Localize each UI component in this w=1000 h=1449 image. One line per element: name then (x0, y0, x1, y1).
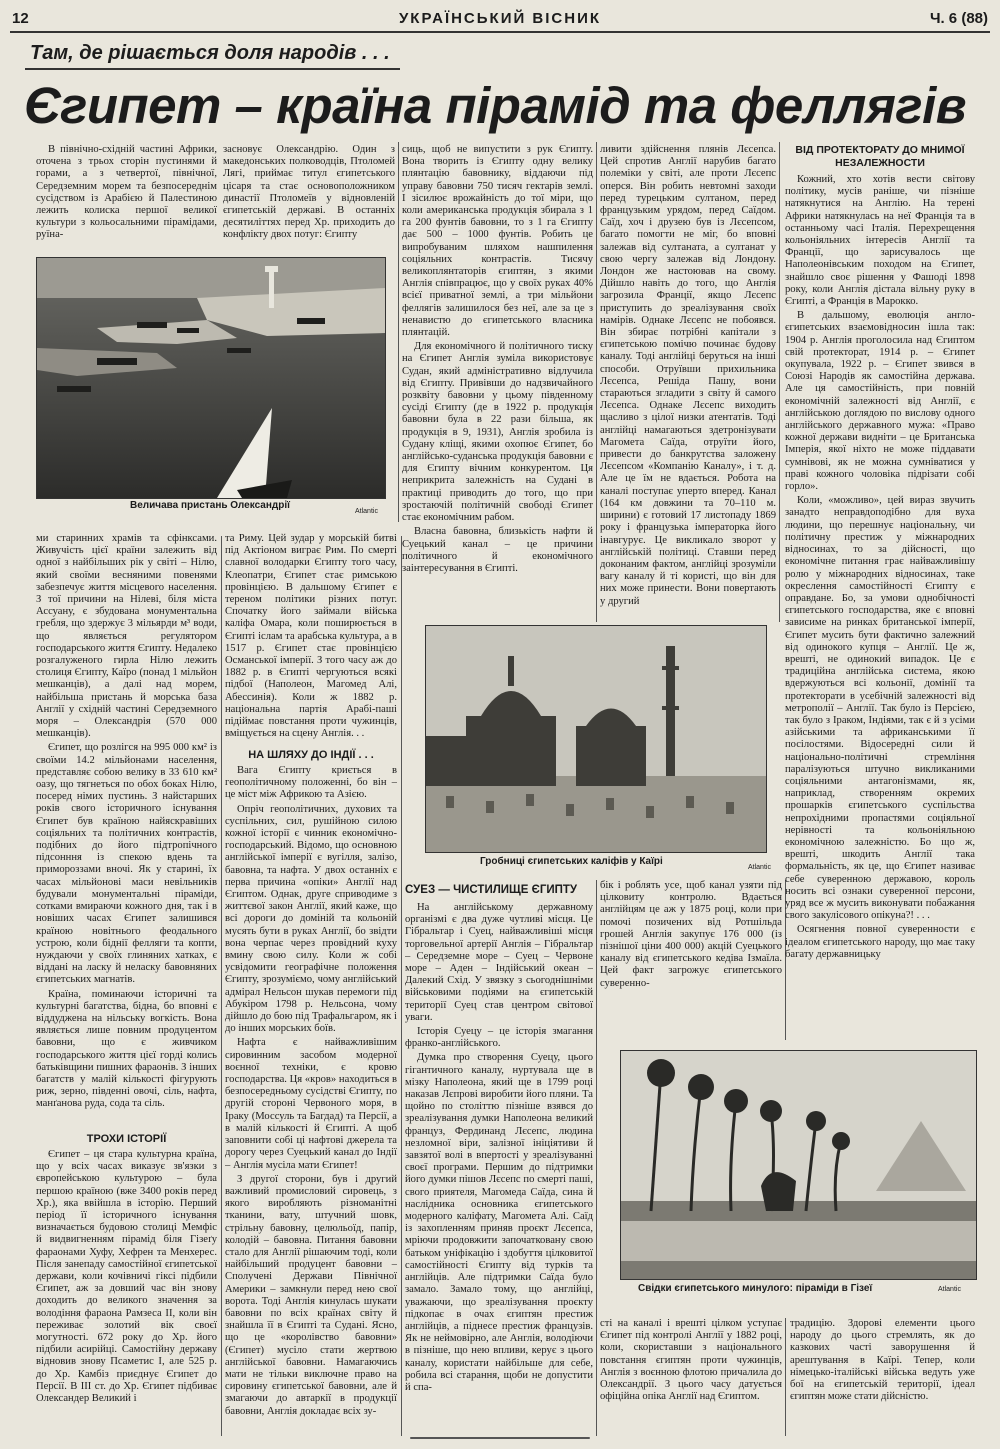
photo-cairo-tombs (425, 625, 767, 853)
issue-number: Ч. 6 (88) (929, 10, 988, 27)
article-column (600, 144, 776, 620)
kicker-rule (25, 68, 400, 70)
article-column (36, 144, 217, 252)
article-column (225, 533, 397, 747)
paragraph: традицію. Здорові елементи цього народу до цього стремлять, як до казкових часті заворушення й арештування в Каїрі. Тепер, коли німецько-італійські війська ведуть уже бої на єгипетській території, ідеал єгиптян може стати дійсністю. (790, 1318, 975, 1403)
paragraph: Осягнення повної суверенности є ідеалом єгипетського народу, що має таку багату державницьку (785, 924, 975, 960)
header-rule (10, 31, 990, 33)
giza-pyramids-image (621, 1051, 976, 1279)
page-number: 12 (12, 10, 29, 27)
section-subhead: НА ШЛЯХУ ДО ІНДІЇ . . . (248, 749, 374, 761)
paragraph: Країна, поминаючи історичні та культурні багатства, бідна, бо вповні є віддуджена на нільську вогкість. Вона являється лише повним продуцентом бавовни, що є живчиком господарського життя цієї горді колись батьківщини пишних фараонів. З інших багатств у малій кількості фігурують риж, зерно, південні овочі, сіль, нафта, манґанова руда, сода та сіль. (36, 988, 217, 1110)
section-subhead: СУЕЗ — ЧИСТИЛИЩЕ ЄГИПТУ (405, 884, 578, 896)
paragraph: Коли, «можливо», цей вираз звучить занадто неправдоподібно для вуха людини, що перешнує національну, чи політичну престиж у міжнародних відносинах, то за дійсності, що економічне питання грає найважливішу ролю у міжнародних відносинах, таке окреслення самостійності Єгипту є оправдане. Бо, за умови однобічності єгипетського господарства, яке є вповні зависиме на ринках британської імперії, Єгипет мусить бути фактично залежний від одинокого купця – Англії. Це ж, врешті, не одинокий випадок. Це є традиційна англійська система, якою вдержуються всі кольонії, домінії та протекторати в усебічній залежності від метрополії – Англії. Так було із Персією, так було з Іраком, Індіями, так є й з усіми азійськими та африканськими її посілостями. Відосередні сили й національно-політичні стремління паралізуються штучно викликаними соціяльними антагонізмами, як, наприклад, створенням окремих прошарків єгипетського суспільства непрохідними пропастями соціяльної нерівності та кольоніяльною економічною залежністю. Бо що ж, врешті, шкодить Англії така формальність, як це, що Єгипет називає себе суверенною державою, король носить всі ознаки суверенної персони, уряд все ж мусить виконувати побажання свого закулісового опікуна?! . . . (785, 495, 975, 922)
alexandria-harbor-image (37, 258, 385, 498)
headline: Єгипет – країна пірамід та феллягів (24, 77, 967, 134)
paragraph: В дальшому, еволюція англо-єгипетських взаємовідносин ішла так: 1904 р. Англія проголосила над Єгиптом свій протекторат, 1914 р. – Єгипет окупувала, 1922 р. – Єгипет звився в Союзі Народів як самостійна держава. Але ця самостійність, при повній економічній залежності від Англії, є англійською доглядою по вислову одного англійського державного мужа: «Право кожної держави видніти – це Британська Імперія, якої ніхто не може піддавати сумнівові, як не можна сумніватися у праві кожного чоловіка підрізати собі горло». (785, 310, 975, 493)
paragraph: та Риму. Цей зудар у морській битві під Актіоном виграє Рим. По смерті славної володарки Єгипту того часу, Клеопатри, Єгипет стає римською провінцією. В дальшому Єгипет є тереном політики різних потуг. Спочатку його займали війська каліфа Омара, коли поширюється в Єгипті іслам та арабська культура, а в 1517 р. Єгипет стає провінцією Османської імперії. З того часу аж до 1882 р. в Єгипті чергуються всякі підбої (Наполеон, Магомед Алі, Абессинія). Коли ж 1882 р. національна партія Арабі-паші підіймає повстання проти чужинців, вміщується на сцену Англія. . . (225, 533, 397, 740)
publication-title: УКРАЇНСЬКИЙ ВІСНИК (398, 10, 602, 27)
cairo-tombs-image (426, 626, 766, 852)
paragraph: бік і роблять усе, щоб канал узяти під цілковиту контролю. Вдається англійцям це аж у 1875 році, коли при помочі позичених від Ротшільда грошей Англія закупує 176 000 (із пізнішої ціни 400 000) акцій Суецького каналу від єгипетського кедіва Ізмаїла. Цей факт загрожує єгипетського суверенно- (600, 880, 782, 989)
column-rule (596, 142, 597, 622)
column-rule (779, 142, 780, 622)
article-column (402, 144, 593, 620)
paragraph: Вага Єгипту криється в геополітичному положенні, бо він – це міст між Африкою та Азією. (225, 765, 397, 801)
article-column (36, 533, 217, 1128)
paragraph: Історія Суецу – це історія змагання франко-англійського. (405, 1026, 593, 1050)
paragraph: ми старинних храмів та сфінксами. Живучість цієї країни залежить від одної з найбільших рік у світі – Нілю, який своїми весняними повенями забезпечує життя місцевого населення. З тої причини на Нілеві, біля міста Ассуану, є збудована монументальна гребля, що здержує 3 мільярди м³ води, що являється регулятором господарського життя Єгипту. Недалеко розгалуженого гирла Нілю лежить столиця Єгипту, Каїро (понад 1 мільйон мешканців), а далі над морем, найбільша пристань й морська база Англії у східній частині Середземного моря – Олександрія (570 000 мешканців). (36, 533, 217, 740)
paragraph: Власна бавовна, близькість нафти й Суецький канал – це причини політичного й економічного заінтересування в Єгипті. (402, 526, 593, 574)
paragraph: сті на каналі і врешті цілком уступає Єгипет під контролі Англії у 1882 році, коли, скориставши з національного повстання єгиптян проти чужинців, Англія з воєнною флотою причалила до Олександрії. З цього часу датується офіційна опіка Англії над Єгиптом. (600, 1318, 782, 1403)
photo-credit: Atlantic (748, 864, 771, 871)
article-column (405, 902, 593, 1439)
article-column (600, 1318, 782, 1439)
paragraph: В північно-східній частині Африки, оточена з трьох сторін пустинями й горами, а з четвертої, північної, Середземним морем та безпосереднім сусідством із Арабією й Палестиною лежить колиска першої великої культури з кольосальними пірамідами, руїна- (36, 144, 217, 241)
paragraph: На англійському державному організмі є два дуже чутливі місця. Це Гібральтар і Суец, найважливіші місця торговельної артерії Англія – Гібральтар – Середземне море – Суец – Червоне море – Аден – Індійський океан – Далекий Схід. У звязку з сьогоднішніми військовими подіями на єгипетській території Суец став центром світової уваги. (405, 902, 593, 1023)
article-column (223, 144, 395, 252)
paragraph: сиць, щоб не випустити з рук Єгипту. Вона творить із Єгипту одну велику плянтацію бавовнику, віддаючи під управу бавовни 750 тисяч гектарів землі. І зісилює врожайність до тої міри, що коли американська продукція збирала з 1 га 200 фунтів бавовни, то з 1 га Єгипту дає 500 – 1000 фунтів. Робить це випробуваним шляхом нашпилення соціяльних контрастів. Тисячу великоплянтаторів єгиптян, з якими Англія співпрацює, що у своїх руках 40% всієї приватної землі, а три мільйони феллягів залишилося без неї, але за це з ненавистю до єгипетського власника плянтацій. (402, 144, 593, 339)
photo-alexandria-harbor (36, 257, 386, 499)
photo-caption: Гробниці єгипетських каліфів у Каїрі (480, 856, 663, 867)
paragraph: Опріч геополітичних, духових та суспільних, сил, рушійною силою кожної історії є чинник економічно-господарський. Відомо, що основною англійської імперії є вугілля, залізо, бавовна, та нафта. У двох останніх є перва причина «опіки» Англії над Єгиптом. Однак, друге сприводиме з життєвої закон Англії, який каже, що всі дороги до доміній та кольоній мусять бути в руках Англії, бо звідти вона черпає через провідний куху вмину свою силу. Коли ж собі усвідомити географічне положення Єгипту, зрозуміємо, чому англійський адмірал Нельсон шукав перемоги під Абукіром 1798 р. Нельсона, чому дійшло до бою під Трафальгаром, як і до інших морських боїв. (225, 803, 397, 1035)
bottom-ornament (410, 1437, 590, 1439)
column-rule (398, 142, 399, 522)
photo-giza-pyramids (620, 1050, 977, 1280)
column-rule (785, 1318, 786, 1436)
paragraph: засновує Олександрію. Один з македонських полководців, Птоломей Лягі, приймає титул єгипетського цісаря та стає основоположником династії Птоломеїв у відновленій єгипетській державі. В останніх десятиліттях перед Хр. приходить до конфлікту двох потуг: Єгипту (223, 144, 395, 241)
article-column (600, 880, 782, 1032)
column-rule (401, 536, 402, 1436)
article-column (790, 1318, 975, 1439)
paragraph: Для економічного й політичного тиску на Єгипет Англія зуміла використовує Судан, який адміністративно відлучила від Єгипту. Привівши до надзвичайного розквіту бавовни у цьому південному сусіді Єгипту (де в 1922 р. продукція бавовни була в 22 рази більша, як продукція в 9, 1931), Англія зробила із Судану кліщі, якими охопює Єгипет, бо англійсько-суданська продукція бавовни є для Єгипту вічним конкурентом. Ця неприкрита залежність на Судані в практиці приводить до того, що при зростаючій політичній свободі Єгипет стає економічним рабом. (402, 341, 593, 524)
photo-caption: Величава пристань Олександрії (130, 500, 290, 511)
photo-caption: Свідки єгипетського минулого: піраміди в Гізеї (638, 1283, 873, 1294)
paragraph: Думка про створення Суецу, цього гігантичного каналу, нуртувала ще в мізку Наполеона, який ще в 1799 році наказав Лєпрові виробити його пляни. Та щойно по століттю пізніше взявся до зреалізування думки Наполеона великий француз, Фердинанд Лєсепс, людина незломної віри, залізної ініціятиви й завзятої волі в впертості у зреалізуванні своєї програми. Першим до підтримки його думки пішов Лєсепс по смерті паші, свого приятеля, Магомеда Саїда, сина й наслідника основника єгипетського модерного каліфату, Магомета Алі. Саїд із захопленням приняв проєкт Лєсепса, мріючи продовжити започатковану свою батьком уніфікацію і здобуття цілковитої самостійності Єгипту від турків та англійців. Але підтримки Саїда було замало. Замало тому, що англійці, уважаючи, що зреалізування проєкту підкопає в очах єгиптян престиж англійців, а піднесе престиж французів. Як не неймовірно, але Англія, володіючи в пізніше, що нею впливи, керує з цього каналу, користати найбільше для себе, робила всі старання, щоби не допустити й спа- (405, 1052, 593, 1393)
section-subhead: ВІД ПРОТЕКТОРАТУ ДО МНИМОЇ НЕЗАЛЕЖНОСТИ (795, 144, 965, 169)
column-rule (596, 880, 597, 1436)
photo-credit: Atlantic (938, 1286, 961, 1293)
article-column (785, 174, 975, 1042)
article-column (36, 1149, 217, 1439)
paragraph: З другої сторони, був і другий важливий промисловий сировець, з якого виробляють різноманітні тканини, вату, штучний шовк, стрільну бавовну, целюльоїд, папір, колодій – бавовна. Питання бавовни стало для Англії рішаючим тоді, коли найбільший продуцент бавовни – Сполучені Держави Північної Америки – замкнули перед нею свої ворота. Тоді Англія кинулась шукати бавовни по всіх країнах світу й знайшла її в Єгипті та Судані. Ясно, що це «королівство бавовни» (Єгипет) мусіло стати жертвою англійської бавовни. Намагаючись мати не тільки виключне право на сировину єгипетської бавовни, але й змагаючи до автаркії в продукції бавовни, Англія докладає всіх зу- (225, 1173, 397, 1417)
paragraph: Кожний, хто хотів вести світову політику, мусів раніше, чи пізніше натякнутися на Англію. На терені Африки натякнулась на неї Франція та в останньому часі Італія. Перехрещення кольоніяльних інтересів Англії та Франції, що зарисувалось ще Наполеонівським походом на Єгипет, знайшло своє рішення у Фашоді 1898 року, коли Англія дістала вільну руку в Єгипті, а Франція в Марокко. (785, 174, 975, 308)
photo-credit: Atlantic (355, 508, 378, 515)
column-rule (221, 536, 222, 1436)
paragraph: Нафта є найважливішим сировинним засобом модерної воєнної техніки, є кровю господарства. Ця «кров» находиться в безпосередньому сусідстві Єгипту, по другій стороні Червоного моря, в Іраку (Моссуль та Багдад) та Персії, а в малій кількості й Єгипті. А щоб заповнити собі ці нафтові джерела та дорогу через Суецький канал до Індії – Англія мусіла мати Єгипет! (225, 1037, 397, 1171)
paragraph: ливити здійснення плянів Лєсепса. Цей спротив Англії нарубив багато полеміки у світі, але проти Лєсепс оперся. Він робить невтомні заходи перед турецьким султаном, перед французьким урядом, перед Саїдом. Саїд, хоч і друзею був із Лєсепсом, багато помогти не міг, бо вповні залежав від султаната, а султанат у свою чергу залежав від Лондону. Лондон же настоював на свому. Дійшло навіть до того, що Англія загрозила Франції, якщо Лєсепс приступить до зреалізування своїх намірів. Однаке Лєсепс не побоявся. Він збирає потрібні капітали з єгипетською помічю починає будову каналу. Тоді англійці беруться на інші способи. Отруївши прихильника Лєсепса, Решіда Пашу, вони стараються згладити з світу й самого Лєсепса. Однаке Лєсепс виходить щасливо з цілої низки атентатів. Тоді англійці намагаються здетронізувати Магомета Саїда, отруїти його, привести до банкрутства заложену Лєсепсом «Компанію Каналу», і т. д. Але це їм не вдається. Робота на каналі поступає уперто вперед. Канал (164 км довжини та 70–110 м. ширини) є готовий 17 листопаду 1869 року і французька імператорка його інавгурує. Це викликало зворот у англійській політиці. Ставши перед доконаним фактом, англійці зрозуміли вагу каналу й ті користі, що він для них може принести. Вони повертають у другий (600, 144, 776, 607)
section-subhead: ТРОХИ ІСТОРІЇ (86, 1133, 167, 1145)
paragraph: Єгипет – ця стара культурна країна, що у всіх часах виказує зв'язки з європейською культурою – була першою країною (вже 3400 років перед Хр.), яка ввійшла в історію. Перший період її історичного існування визначається будовою столиці Мемфіс й видвигненням пірамід біля Гізеґу фараонами Хуфу, Хефрен та Менхерес. Після занепаду самостійної єгипетської держави, коли кочівничі гіксі підбили Єгипет, аж за довший час він знову доходить до великого значення за володіння фараона Рамзеса II, коли він переживає золотий вік своєї могутності. 672 року до Хр. його підбили асирійці. Самостійну державу відновив знову Псаметис I, але 525 р. до Хр. Камбіз приєднує Єгипет до Персії. В III ст. до Хр. Єгипет підбиває Олександер Великий і (36, 1149, 217, 1405)
kicker: Там, де рішається доля народів . . . (30, 42, 390, 64)
article-column (225, 765, 397, 1439)
paragraph: Єгипет, що розлігся на 995 000 км² із своїми 14.2 мільйонами населення, представляє собою велику в 33 610 км² оазу, що тягнеться по обох боках Нілю, посеред німих пустинь. З найстарших років свого історичного існування Єгипет був країною найяскравіших соціяльних та політичних контрастів, подібних до його підтропічного підсонння із спекою вдень та примороззами вночі. Як у старині, їх часах мільйонові маси невільників будували монументальні піраміди, сотками вмираючи кожного дня, так і в новіших часах Єгипет залишився країною новітнього феодального устрою, коли біднії фелляги та копти, нуждаючи у своїх глиняних хатках, є віддані на ласку й неласку бавовняних єгипетських магнатів. (36, 742, 217, 986)
